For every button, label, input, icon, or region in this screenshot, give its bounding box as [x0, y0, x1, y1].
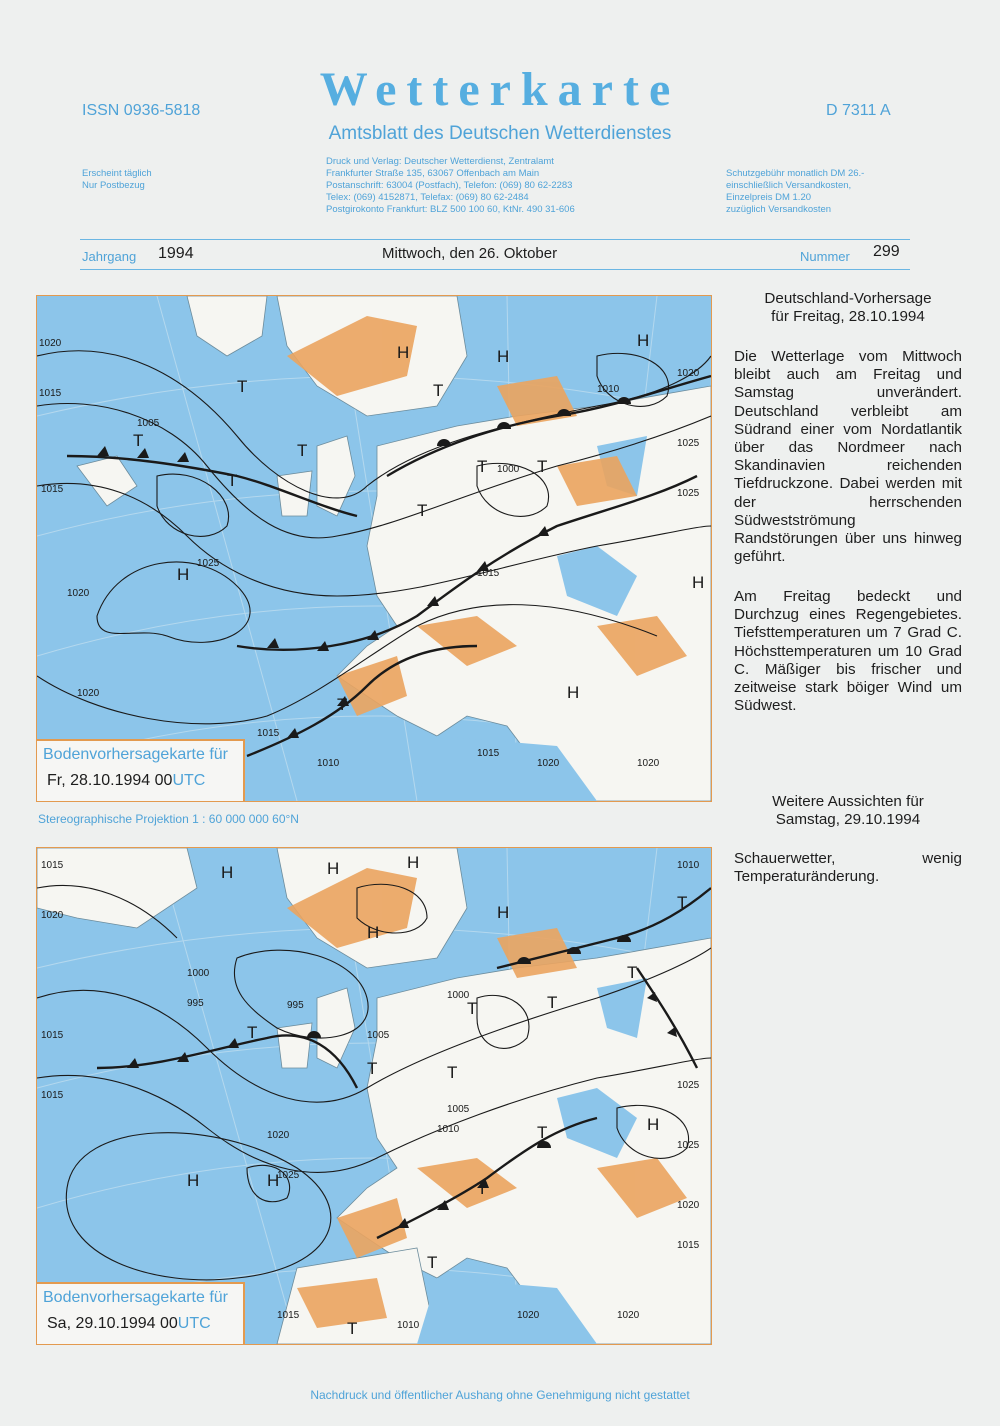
svg-text:H: H [692, 573, 705, 592]
info-line: Frankfurter Straße 135, 63067 Offenbach am Main [326, 168, 540, 179]
svg-text:H: H [637, 331, 650, 350]
svg-text:H: H [647, 1115, 660, 1134]
info-line: zuzüglich Versandkosten [726, 204, 832, 215]
svg-text:H: H [187, 1171, 200, 1190]
publisher-info [326, 156, 575, 216]
svg-text:1015: 1015 [41, 484, 64, 495]
svg-text:T: T [477, 1179, 488, 1198]
svg-text:1010: 1010 [437, 1124, 460, 1135]
forecast-paragraph-1: Die Wetterlage vom Mittwoch bleibt auch am Freitag und Samstag unverändert. Deutschland verbleibt am Südrand einer vom Nordatlantik über das Nordmeer nach Skandinavien reichenden Tiefdruckzone. Dabei werden mit der herrschenden Südwestströmung Randstörungen über uns hinweg geführt. [734, 348, 962, 566]
svg-text:995: 995 [187, 998, 204, 1009]
svg-text:1015: 1015 [41, 860, 64, 871]
svg-text:1005: 1005 [367, 1030, 390, 1041]
svg-text:1020: 1020 [617, 1310, 640, 1321]
svg-text:H: H [497, 903, 510, 922]
svg-text:1025: 1025 [197, 558, 220, 569]
svg-text:H: H [397, 343, 410, 362]
svg-text:T: T [467, 999, 478, 1018]
svg-text:995: 995 [287, 1000, 304, 1011]
svg-text:1020: 1020 [637, 758, 660, 769]
svg-text:1020: 1020 [39, 338, 62, 349]
outlook-heading [734, 793, 962, 829]
svg-text:T: T [417, 501, 428, 520]
newspaper-title: Wetterkarte [319, 63, 681, 116]
svg-text:H: H [221, 863, 234, 882]
svg-text:1015: 1015 [257, 728, 280, 739]
svg-text:1025: 1025 [677, 488, 700, 499]
svg-text:1010: 1010 [677, 860, 700, 871]
svg-text:T: T [337, 695, 348, 714]
svg-text:H: H [407, 853, 420, 872]
svg-text:1025: 1025 [677, 1140, 700, 1151]
forecast-heading-line: Deutschland-Vorhersage [764, 290, 932, 307]
svg-text:H: H [177, 565, 190, 584]
svg-text:1020: 1020 [677, 368, 700, 379]
nummer-value: 299 [873, 243, 900, 260]
svg-text:1020: 1020 [517, 1310, 540, 1321]
svg-text:T: T [537, 1123, 548, 1142]
postal-code: D 7311 A [826, 102, 891, 119]
map1-utc: UTC [172, 772, 206, 789]
newspaper-subtitle: Amtsblatt des Deutschen Wetterdienstes [328, 123, 672, 144]
svg-text:T: T [297, 441, 308, 460]
info-line: einschließlich Versandkosten, [726, 180, 852, 191]
svg-text:1010: 1010 [397, 1320, 420, 1331]
svg-text:1025: 1025 [277, 1170, 300, 1181]
svg-text:H: H [497, 347, 510, 366]
forecast-map-friday [36, 295, 712, 802]
svg-text:T: T [367, 1059, 378, 1078]
forecast-heading-line: für Freitag, 28.10.1994 [771, 308, 925, 326]
weather-map-graphic [37, 296, 711, 801]
svg-text:T: T [433, 381, 444, 400]
svg-text:1020: 1020 [77, 688, 100, 699]
info-line: Druck und Verlag: Deutscher Wetterdienst, Zentralamt [326, 156, 554, 167]
rule-top [80, 239, 910, 240]
svg-text:T: T [627, 963, 638, 982]
info-line: Einzelpreis DM 1.20 [726, 192, 812, 203]
svg-text:1015: 1015 [677, 1240, 700, 1251]
issue-date: Mittwoch, den 26. Oktober [382, 245, 558, 262]
svg-text:1020: 1020 [537, 758, 560, 769]
map1-caption-title: Bodenvorhersagekarte für [43, 746, 228, 763]
outlook-heading-line: Samstag, 29.10.1994 [775, 811, 921, 829]
svg-text:1020: 1020 [67, 588, 90, 599]
svg-text:T: T [677, 893, 688, 912]
info-line: Telex: (069) 4152871, Telefax: (069) 80 62-2484 [326, 192, 529, 203]
nummer-label: Nummer [800, 249, 850, 264]
map1-caption [37, 739, 245, 801]
info-line: Schutzgebühr monatlich DM 26.- [726, 168, 865, 179]
info-line: Postgirokonto Frankfurt: BLZ 500 100 60, KtNr. 490 31-606 [326, 204, 575, 215]
svg-text:1010: 1010 [597, 384, 620, 395]
svg-text:1025: 1025 [677, 438, 700, 449]
map2-caption-date [47, 1315, 211, 1333]
svg-text:1020: 1020 [41, 910, 64, 921]
jahrgang-value: 1994 [158, 245, 194, 262]
svg-text:1020: 1020 [267, 1130, 290, 1141]
svg-text:1000: 1000 [447, 990, 470, 1001]
outlook-text: Schauerwetter, wenig Temperaturänderung. [734, 850, 962, 886]
price-info [726, 168, 864, 216]
svg-text:T: T [477, 457, 488, 476]
svg-text:1015: 1015 [277, 1310, 300, 1321]
forecast-map-saturday [36, 847, 712, 1345]
svg-text:1015: 1015 [477, 568, 500, 579]
info-line: Postanschrift: 63004 (Postfach), Telefon: (069) 80 62-2283 [326, 180, 573, 191]
svg-text:H: H [327, 859, 340, 878]
projection-note: Stereographische Projektion 1 : 60 000 000 60°N [38, 812, 299, 826]
svg-text:T: T [447, 1063, 458, 1082]
svg-text:H: H [567, 683, 580, 702]
svg-text:T: T [537, 457, 548, 476]
map2-utc: UTC [177, 1315, 211, 1332]
svg-text:H: H [267, 1171, 280, 1190]
forecast-heading [734, 290, 962, 326]
svg-text:T: T [227, 471, 238, 490]
svg-text:1020: 1020 [677, 1200, 700, 1211]
map2-caption [37, 1282, 245, 1344]
footer-note: Nachdruck und öffentlicher Aushang ohne Genehmigung nicht gestattet [310, 1388, 690, 1402]
svg-text:1005: 1005 [447, 1104, 470, 1115]
info-line: Erscheint täglich [82, 168, 152, 179]
svg-text:1015: 1015 [39, 388, 62, 399]
rule-bottom [80, 269, 910, 270]
svg-text:T: T [237, 377, 248, 396]
map1-date-text: Fr, 28.10.1994 00 [47, 772, 173, 789]
svg-text:T: T [347, 1319, 358, 1338]
distribution-info [82, 168, 152, 192]
weather-map-graphic-2 [37, 848, 711, 1344]
svg-text:H: H [367, 923, 380, 942]
forecast-paragraph-2: Am Freitag bedeckt und Durchzug eines Regengebietes. Tiefsttemperaturen um 7 Grad C. Höchsttemperaturen um 10 Grad C. Mäßiger bis frischer und zeitweise stark böiger Wind um Südwest. [734, 588, 962, 715]
svg-text:T: T [547, 993, 558, 1012]
svg-text:1015: 1015 [477, 748, 500, 759]
outlook-heading-line: Weitere Aussichten für [772, 793, 924, 810]
svg-text:1000: 1000 [187, 968, 210, 979]
jahrgang-label: Jahrgang [82, 249, 137, 264]
info-line: Nur Postbezug [82, 180, 145, 191]
svg-text:T: T [133, 431, 144, 450]
map2-caption-title: Bodenvorhersagekarte für [43, 1289, 228, 1306]
issn: ISSN 0936-5818 [82, 102, 201, 119]
svg-text:1010: 1010 [317, 758, 340, 769]
svg-text:1015: 1015 [41, 1090, 64, 1101]
svg-text:T: T [427, 1253, 438, 1272]
svg-text:1025: 1025 [677, 1080, 700, 1091]
map1-caption-date [47, 772, 205, 790]
map2-date-text: Sa, 29.10.1994 00 [47, 1315, 178, 1332]
svg-text:1015: 1015 [41, 1030, 64, 1041]
svg-text:T: T [247, 1023, 258, 1042]
svg-text:1000: 1000 [497, 464, 520, 475]
svg-text:1005: 1005 [137, 418, 160, 429]
